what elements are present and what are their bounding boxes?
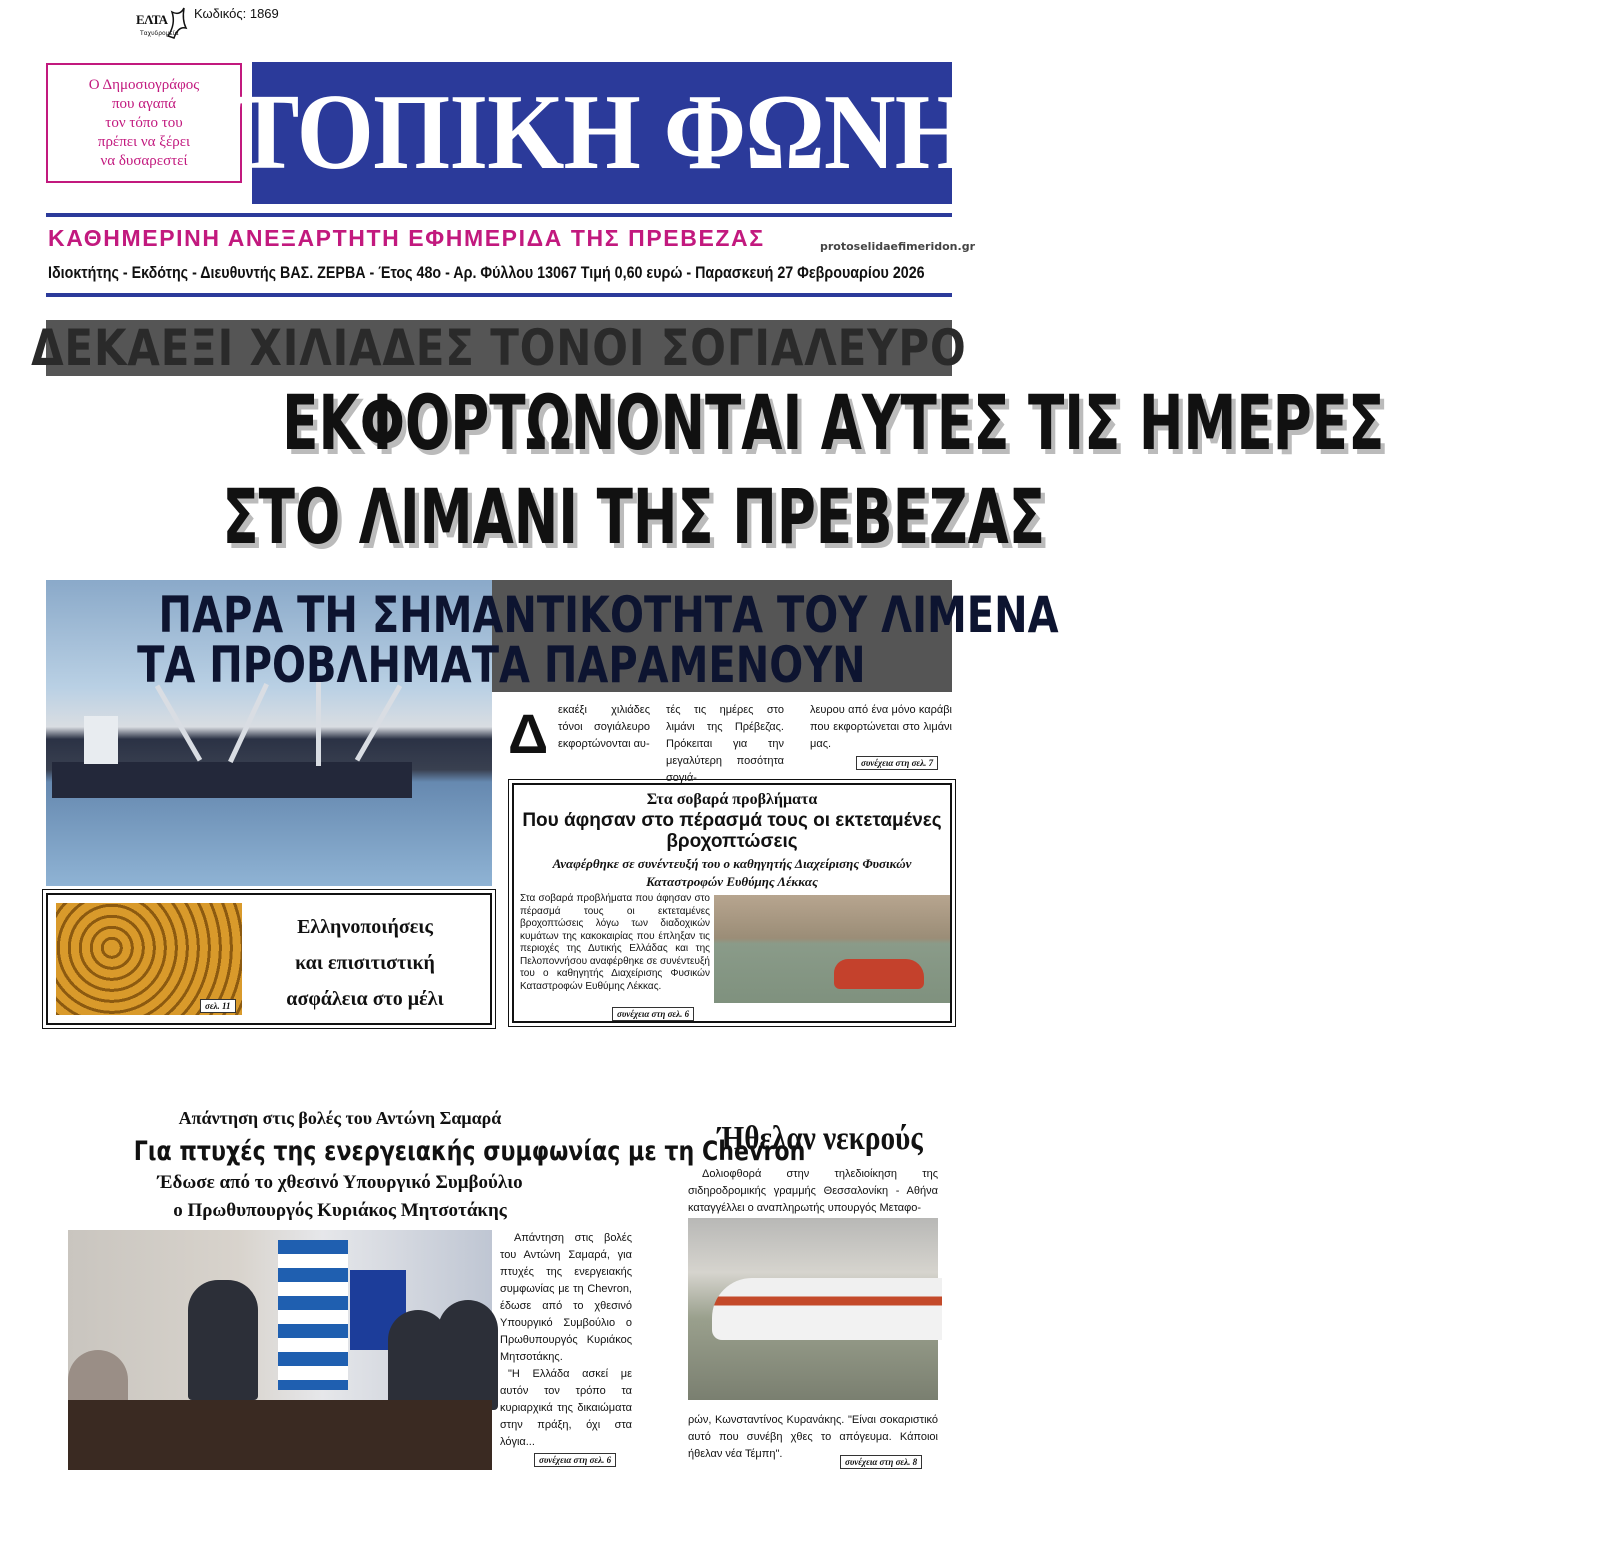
lead-kicker: [31, 319, 967, 377]
lead-column-1: εκαέξι χιλιάδες τόνοι σογιάλευρο εκφορτώνονται αυ-: [558, 704, 650, 750]
source-watermark: protoselidaefimeridon.gr: [820, 240, 975, 253]
lead-headline-line2: [46, 472, 1046, 561]
chevron-kicker: Απάντηση στις βολές του Αντώνη Σαμαρά: [178, 1108, 502, 1128]
lead-column-2: τές τις ημέρες στο λιμάνι της Πρέβεζας. Πρόκειται για την μεγαλύτερη ποσότητα σογιά-: [666, 704, 784, 784]
crane: [228, 683, 269, 763]
chevron-body-paragraph: "Η Ελλάδα ασκεί με αυτόν τον τρόπο τα κυριαρχικά της δικαιώματα στην πράξη, όχι στα λόγια...: [500, 1368, 632, 1448]
rail-lead: Δολιοφθορά στην τηλεδιοίκηση της σιδηροδρομικής γραμμής Θεσσαλονίκη - Αθήνα καταγγέλλει ο αναπληρωτής υπουργός Μεταφο-: [688, 1168, 938, 1214]
secondary-headline-text: ΤΑ ΠΡΟΒΛΗΜΑΤΑ ΠΑΡΑΜΕΝΟΥΝ: [137, 636, 866, 694]
floods-article-box: [512, 783, 952, 1023]
lead-headline-text: ΕΚΦΟΡΤΩΝΟΝΤΑΙ ΑΥΤΕΣ ΤΙΣ ΗΜΕΡΕΣ: [282, 378, 1385, 467]
secondary-headline-line2: [46, 636, 952, 694]
honey-headline-line: Ελληνοποιήσεις: [297, 916, 433, 938]
motto-line: να δυσαρεστεί: [100, 152, 188, 169]
person: [438, 1300, 498, 1410]
ship-bridge: [84, 716, 118, 764]
chevron-body-paragraph: Απάντηση στις βολές του Αντώνη Σαμαρά, για πτυχές της ενεργειακής συμφωνίας με τη Chevron, έδωσε από το χθεσινό Υπουργικό Συμβούλιο ο Πρωθυπουργός Κυριάκος Μητσοτάκης.: [500, 1232, 632, 1363]
rail-headline-text: Ήθελαν νεκρούς: [717, 1120, 923, 1157]
ship-hull: [52, 762, 412, 798]
continued-link[interactable]: συνέχεια στη σελ. 6: [612, 1007, 694, 1021]
crane: [155, 685, 202, 762]
honey-headline-line: και επισιτιστική: [295, 952, 435, 974]
floods-deck: Αναφέρθηκε σε συνέντευξή του ο καθηγητής Διαχείρισης Φυσικών Καταστροφών Ευθύμης Λέκκας: [552, 856, 912, 889]
motto-line: τον τόπο του: [105, 114, 183, 131]
hermes-icon: [166, 6, 188, 40]
newspaper-subtitle: ΚΑΘΗΜΕΡΙΝΗ ΑΝΕΞΑΡΤΗΤΗ ΕΦΗΜΕΡΙΔΑ ΤΗΣ ΠΡΕΒΕΖΑΣ: [48, 225, 765, 251]
newspaper-title: [233, 62, 972, 204]
train: [712, 1278, 942, 1340]
postal-code: Κωδικός: 1869: [194, 6, 279, 21]
cabinet-meeting-photo: [68, 1230, 492, 1470]
newspaper-title-text: ΤΟΠΙΚΗ ΦΩΝΗ: [233, 73, 972, 192]
person: [188, 1280, 258, 1400]
masthead-rule-top: [46, 213, 952, 217]
chevron-subhead-1: Έδωσε από το χθεσινό Υπουργικό Συμβούλιο: [157, 1172, 523, 1193]
masthead-rule-bottom: [46, 293, 952, 297]
chevron-headline-text: Για πτυχές της ενεργειακής συμφωνίας με τη Chevron: [133, 1136, 806, 1167]
rail-body: ρών, Κωνσταντίνος Κυρανάκης. "Είναι σοκαριστικό αυτό που συνέβη χθες το απόγευμα. Κάποιοι ήθελαν νέα Τέμπη".: [688, 1414, 938, 1460]
chevron-subhead-2: ο Πρωθυπουργός Κυριάκος Μητσοτάκης: [173, 1200, 507, 1221]
secondary-headline-text: ΠΑΡΑ ΤΗ ΣΗΜΑΝΤΙΚΟΤΗΤΑ ΤΟΥ ΛΙΜΕΝΑ: [158, 586, 1059, 644]
lead-column-3: λευρου από ένα μόνο καράβι που εκφορτώνεται στο λιμάνι μας.: [810, 704, 952, 750]
motto-line: που αγαπά: [111, 95, 176, 112]
elta-logo-tagline: Ταχυδρομεία: [140, 30, 179, 37]
greek-flag: [278, 1240, 348, 1390]
honey-headline-line: ασφάλεια στο μέλι: [286, 988, 444, 1010]
honey-article-box: [46, 893, 492, 1025]
floods-kicker: Στα σοβαρά προβλήματα: [646, 791, 818, 808]
publication-info: Ιδιοκτήτης - Εκδότης - Διευθυντής ΒΑΣ. ΖΕΡΒΑ - Έτος 48ο - Αρ. Φύλλου 13067 Τιμή 0,60 ευρώ - Παρασκευή 27 Φεβρουαρίου 2026: [48, 263, 925, 282]
crane: [355, 685, 402, 762]
drop-cap: Δ: [508, 702, 549, 765]
motto-line: πρέπει να ξέρει: [97, 133, 191, 150]
chevron-body: [500, 1230, 632, 1451]
lead-kicker-text: ΔΕΚΑΕΞΙ ΧΙΛΙΑΔΕΣ ΤΟΝΟΙ ΣΟΓΙΑΛΕΥΡΟ: [31, 319, 967, 377]
lead-headline-line1: [46, 378, 1385, 467]
continued-link[interactable]: συνέχεια στη σελ. 6: [534, 1453, 616, 1467]
flooded-car-photo: [714, 895, 950, 1003]
meeting-table: [68, 1400, 492, 1470]
floods-headline: Που άφησαν στο πέρασμά τους οι εκτεταμένες βροχοπτώσεις: [522, 810, 942, 852]
chevron-headline: [60, 1136, 806, 1167]
elta-logo: [136, 6, 188, 40]
floods-body: Στα σοβαρά προβλήματα που άφησαν στο πέρασμά τους οι εκτεταμένες βροχοπτώσεις λόγω των διαδοχικών κυμάτων της κακοκαιρίας που έπληξαν τις περιοχές της Δυτικής Ελλάδας και της Πελοποννήσου αναφέρθηκε σε συνέντευξή του ο καθηγητής Διαχείρισης Φυσικών Καταστροφών Ευθύμης Λέκκας.: [520, 893, 710, 992]
continued-link[interactable]: συνέχεια στη σελ. 7: [856, 756, 938, 770]
train-photo: [688, 1218, 938, 1400]
submerged-car: [834, 959, 924, 989]
continued-link[interactable]: συνέχεια στη σελ. 8: [840, 1455, 922, 1469]
elta-logo-text: ΕΛΤΑ: [136, 12, 168, 27]
motto-line: Ο Δημοσιογράφος: [88, 76, 200, 93]
motto-box: [46, 63, 242, 183]
honey-headline: [248, 909, 482, 1017]
page-ref-link[interactable]: σελ. 11: [200, 999, 236, 1013]
rail-headline: [688, 1120, 952, 1158]
lead-headline-text: ΣΤΟ ΛΙΜΑΝΙ ΤΗΣ ΠΡΕΒΕΖΑΣ: [222, 472, 1046, 561]
